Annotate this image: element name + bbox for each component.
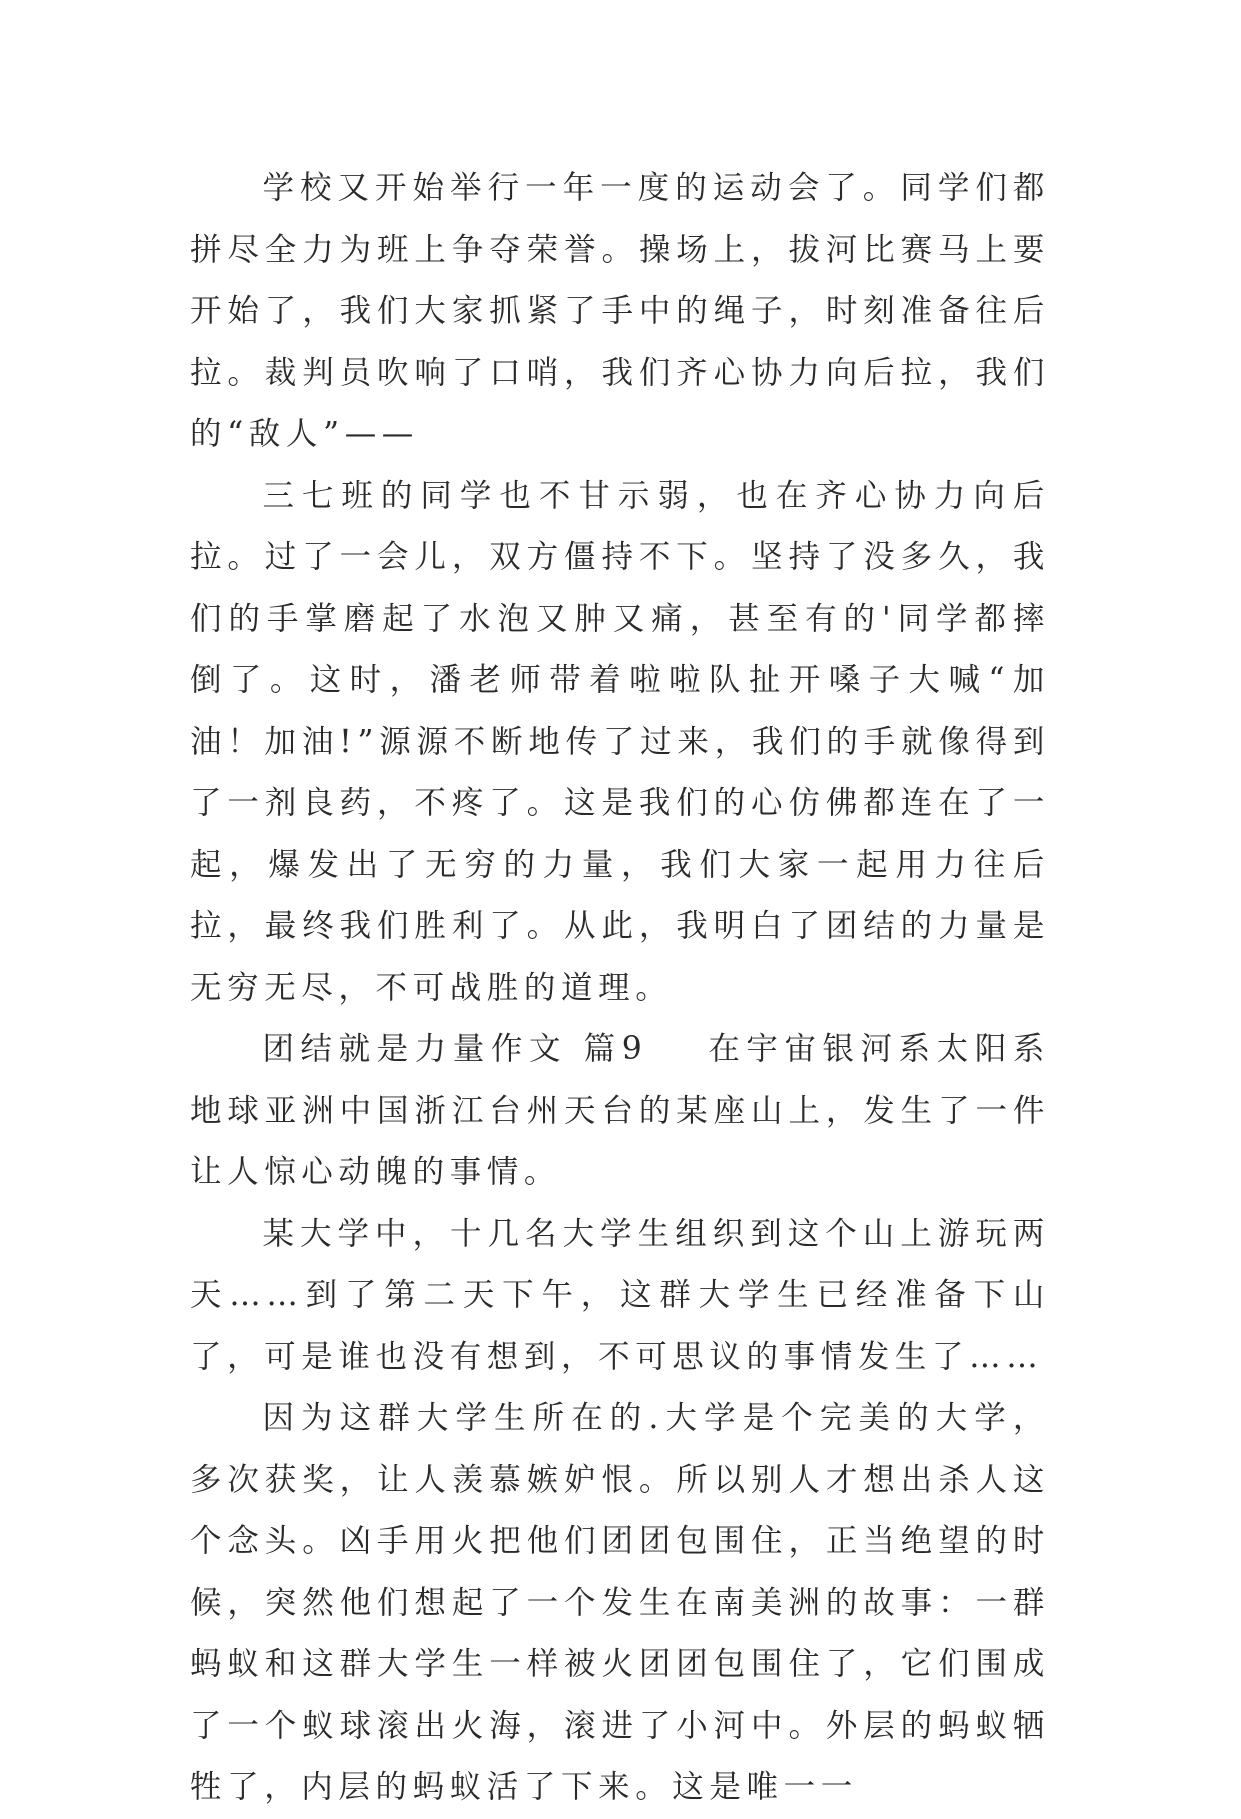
paragraph-tug-of-war: 三七班的同学也不甘示弱，也在齐心协力向后拉。过了一会儿，双方僵持不下。坚持了没多久，我们的手掌磨起了水泡又肿又痛，甚至有的'同学都摔倒了。这时，潘老师带着啦啦队扯开嗓子大喊“加油！加油!”源源不断地传了过来，我们的手就像得到了一剂良药，不疼了。这是我们的心仿佛都连在了一起，爆发出了无穷的力量，我们大家一起用力往后拉，最终我们胜利了。从此，我明白了团结的力量是无穷无尽，不可战胜的道理。 <box>190 477 1050 1006</box>
paragraph-mountain-trip: 某大学中，十几名大学生组织到这个山上游玩两天……到了第二天下午，这群大学生已经准备下山了，可是谁也没有想到，不可思议的事情发生了…… <box>190 1215 1050 1375</box>
section-heading: 团结就是力量作文 篇9 <box>262 1031 648 1067</box>
paragraph-sports-meet: 学校又开始举行一年一度的运动会了。同学们都拼尽全力为班上争夺荣誉。操场上，拔河比赛马上要开始了，我们大家抓紧了手中的绳子，时刻准备往后拉。裁判员吹响了口哨，我们齐心协力向后拉，我们的“敌人”—— <box>190 170 1050 452</box>
paragraph-fire-story: 因为这群大学生所在的.大学是个完美的大学，多次获奖，让人羡慕嫉妒恨。所以别人才想出杀人这个念头。凶手用火把他们团团包围住，正当绝望的时候，突然他们想起了一个发生在南美洲的故事：一群蚂蚁和这群大学生一样被火团团包围住了，它们围成了一个蚁球滚出火海，滚进了小河中。外层的蚂蚁牺牲了，内层的蚂蚁活了下来。这是唯一一 <box>190 1400 1050 1805</box>
section-first-text: 在宇宙银河系太阳系地球亚洲中国浙江台州天台的某座山上，发生了一件让人惊心动魄的事情。 <box>190 1031 1051 1190</box>
document-body <box>190 158 1050 1819</box>
paragraph-section-9 <box>190 1019 1050 1204</box>
